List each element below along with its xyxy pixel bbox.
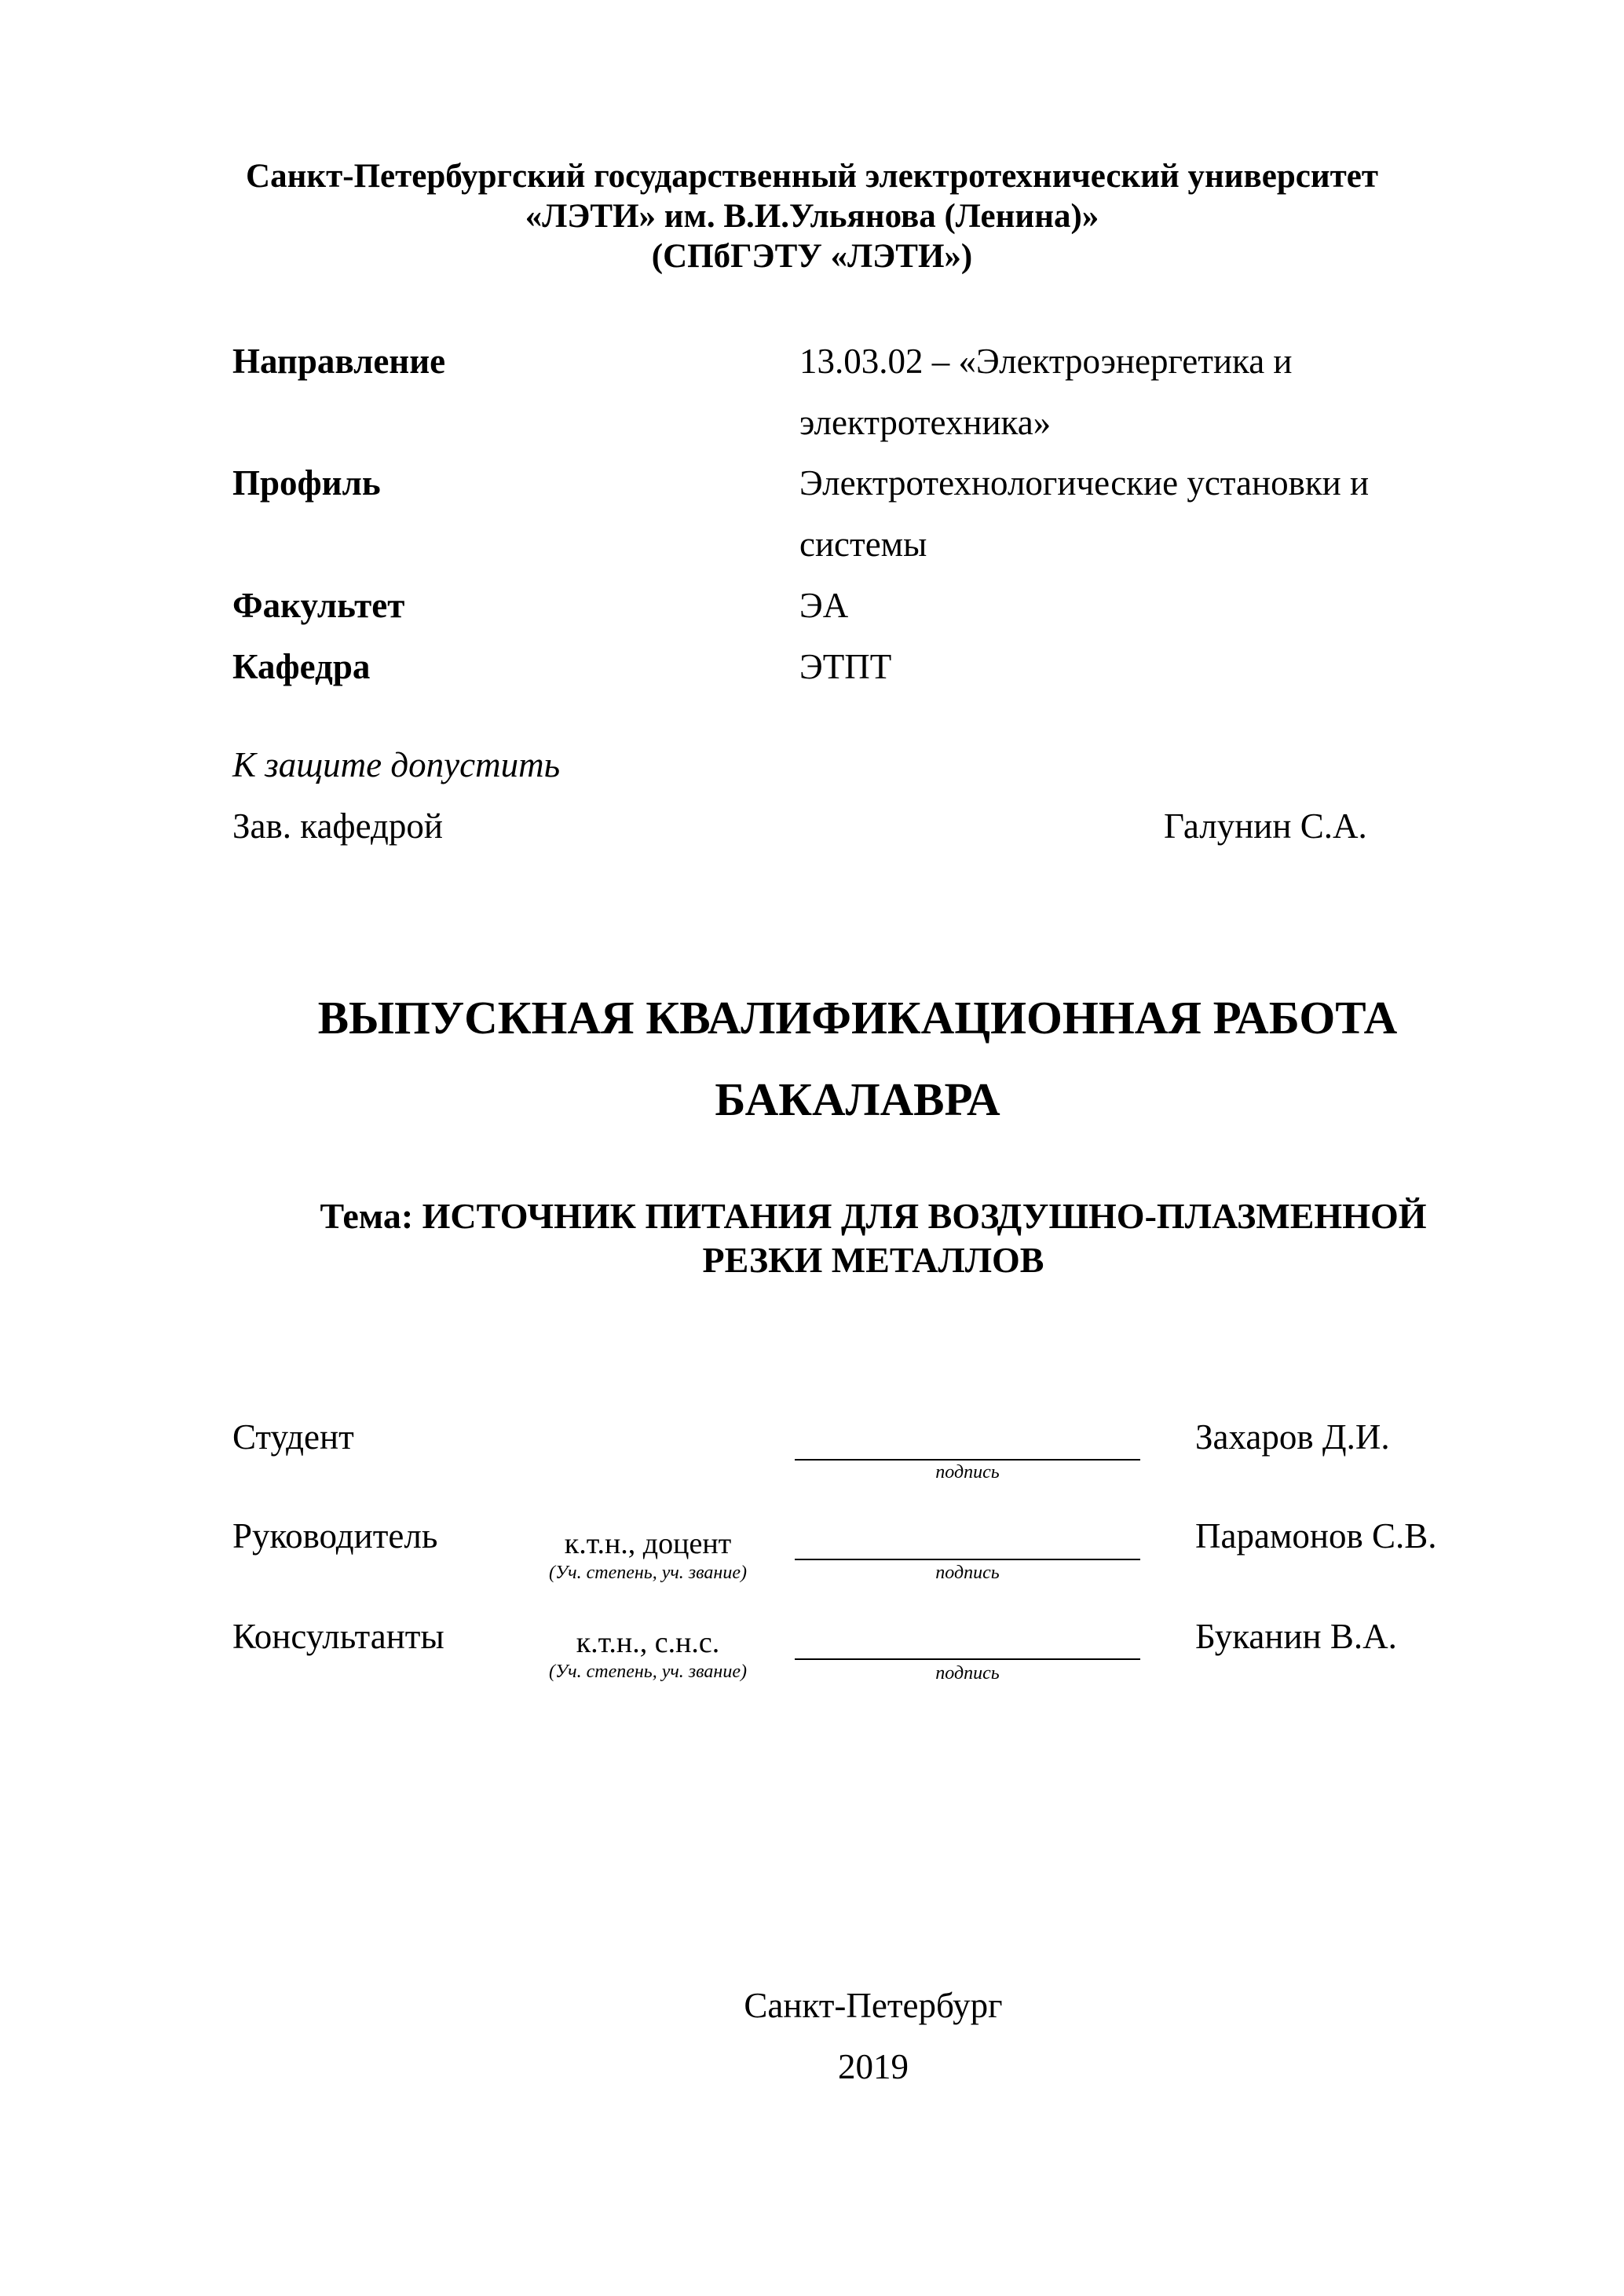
document-title: ВЫПУСКНАЯ КВАЛИФИКАЦИОННАЯ РАБОТА <box>317 992 1398 1044</box>
document-title-cont: БАКАЛАВРА <box>715 1073 1000 1125</box>
admission-note: К защите допустить <box>232 745 561 784</box>
supervisor-name: Парамонов С.В. <box>1195 1516 1437 1556</box>
university-short-name: «ЛЭТИ» им. В.И.Ульянова (Ленина)» <box>525 198 1099 235</box>
university-abbreviation: (СПбГЭТУ «ЛЭТИ») <box>651 238 973 275</box>
footer-year: 2019 <box>838 2047 909 2086</box>
supervisor-role: Руководитель <box>232 1516 438 1556</box>
thesis-theme: Тема: ИСТОЧНИК ПИТАНИЯ ДЛЯ ВОЗДУШНО-ПЛАЗМЕННОЙ <box>320 1196 1427 1236</box>
student-name: Захаров Д.И. <box>1195 1417 1390 1457</box>
profile-label: Профиль <box>232 463 381 503</box>
profile-value: Электротехнологические установки и <box>799 463 1370 503</box>
supervisor-degree-caption: (Уч. степень, уч. звание) <box>549 1563 747 1583</box>
supervisor-signature-caption: подпись <box>935 1563 1000 1583</box>
direction-value-cont: электротехника» <box>799 403 1052 442</box>
head-of-department-name: Галунин С.А. <box>1164 806 1367 846</box>
supervisor-signature-line <box>795 1559 1140 1560</box>
head-of-department-label: Зав. кафедрой <box>232 806 443 846</box>
department-label: Кафедра <box>232 647 371 686</box>
profile-value-cont: системы <box>799 525 927 564</box>
faculty-value: ЭА <box>799 586 849 625</box>
thesis-theme-cont: РЕЗКИ МЕТАЛЛОВ <box>702 1240 1044 1280</box>
consultant-degree: к.т.н., с.н.с. <box>576 1626 720 1659</box>
footer-city: Санкт-Петербург <box>744 1986 1003 2025</box>
student-role: Студент <box>232 1417 354 1457</box>
direction-label: Направление <box>232 342 446 381</box>
supervisor-degree: к.т.н., доцент <box>564 1527 732 1560</box>
consultant-signature-caption: подпись <box>935 1663 1000 1684</box>
faculty-label: Факультет <box>232 586 405 625</box>
consultant-name: Буканин В.А. <box>1195 1617 1397 1656</box>
consultant-degree-caption: (Уч. степень, уч. звание) <box>549 1662 747 1682</box>
direction-value: 13.03.02 – «Электроэнергетика и <box>799 342 1293 381</box>
student-signature-caption: подпись <box>935 1462 1000 1483</box>
consultant-role: Консультанты <box>232 1617 444 1656</box>
university-name: Санкт-Петербургский государственный электротехнический университет <box>246 158 1378 195</box>
consultant-signature-line <box>795 1658 1140 1660</box>
student-signature-line <box>795 1459 1140 1461</box>
department-value: ЭТПТ <box>799 647 892 686</box>
